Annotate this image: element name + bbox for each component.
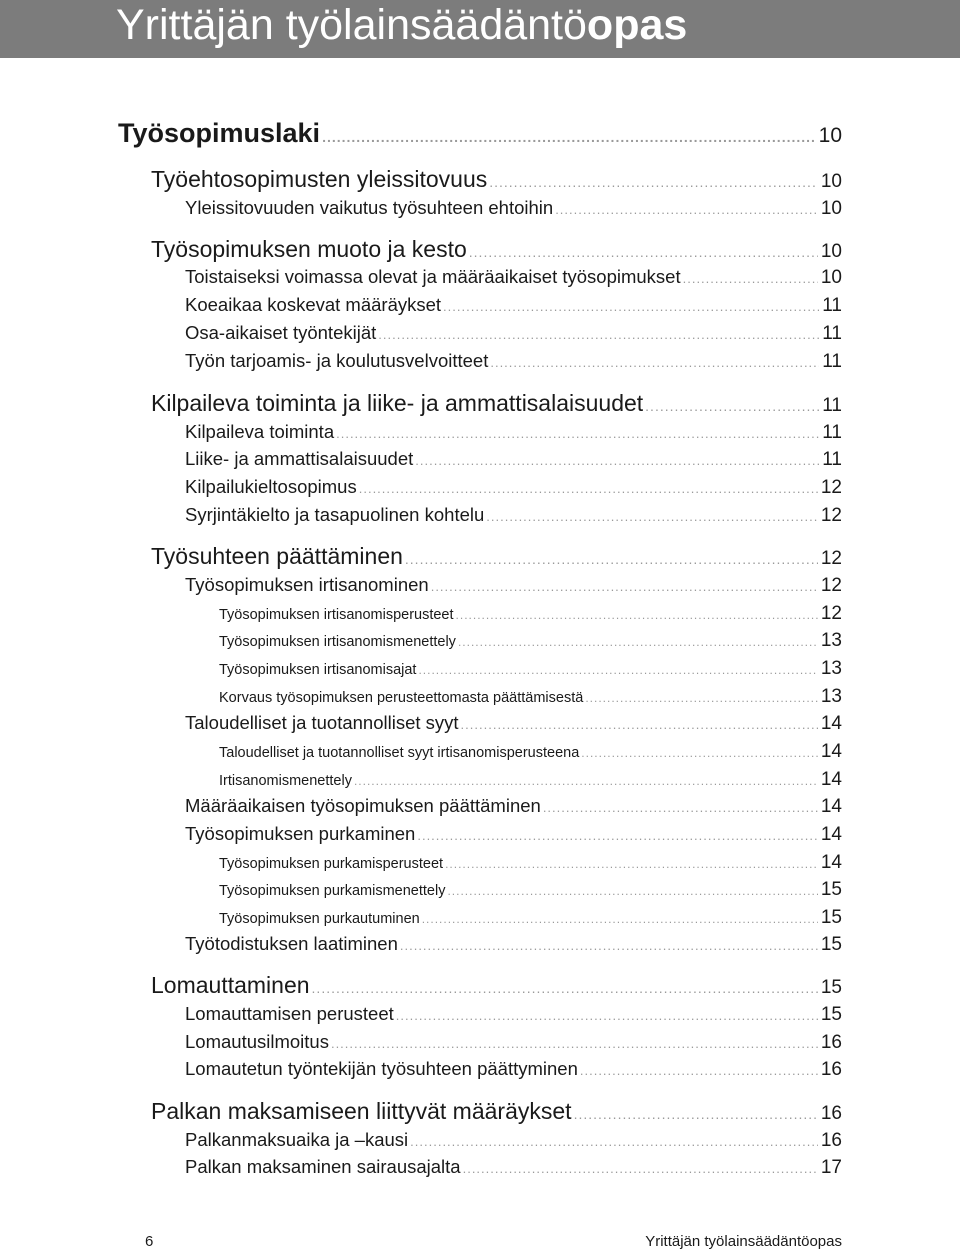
toc-entry-chapter[interactable]	[118, 118, 842, 149]
dot-leader	[322, 129, 816, 145]
toc-entry-subsubsection[interactable]	[219, 630, 842, 652]
toc-entry-subsection[interactable]	[185, 574, 842, 597]
toc-entry-label: Lomautusilmoitus	[185, 1031, 329, 1052]
dot-leader	[645, 398, 819, 414]
document-title-regular: Yrittäjän työlainsäädäntö	[116, 1, 587, 49]
dot-leader	[312, 980, 818, 996]
toc-entry-label: Taloudelliset ja tuotannolliset syyt irtisanomisperusteena	[219, 745, 580, 761]
toc-entry-subsection[interactable]	[185, 933, 842, 956]
toc-entry-page: 14	[820, 741, 842, 762]
toc-entry-page: 12	[820, 477, 842, 498]
dot-leader	[417, 828, 818, 843]
dot-leader	[683, 271, 818, 286]
toc-entry-label: Irtisanomismenettely	[219, 773, 352, 789]
dot-leader	[447, 884, 817, 898]
dot-leader	[405, 551, 818, 567]
toc-entry-subsection[interactable]	[185, 823, 842, 846]
dot-leader	[469, 244, 818, 260]
toc-entry-page: 15	[820, 1004, 842, 1025]
toc-entry-subsubsection[interactable]	[219, 769, 842, 791]
dot-leader	[486, 509, 818, 524]
toc-entry-page: 10	[820, 267, 842, 288]
dot-leader	[422, 912, 818, 926]
toc-entry-page: 14	[820, 824, 842, 845]
footer-title: Yrittäjän työlainsäädäntöopas	[645, 1233, 842, 1250]
toc-entry-label: Korvaus työsopimuksen perusteettomasta päättämisestä	[219, 690, 584, 706]
toc-entry-page: 14	[820, 852, 842, 873]
toc-entry-label: Työn tarjoamis- ja koulutusvelvoitteet	[185, 350, 489, 371]
dot-leader	[396, 1008, 818, 1023]
toc-entry-subsection[interactable]	[185, 197, 842, 220]
toc-entry-page: 13	[820, 630, 842, 651]
toc-entry-subsection[interactable]	[185, 795, 842, 818]
dot-leader	[415, 453, 819, 468]
toc-entry-label: Syrjintäkielto ja tasapuolinen kohtelu	[185, 504, 485, 525]
toc-entry-page: 10	[818, 124, 842, 147]
toc-entry-subsection[interactable]	[185, 1129, 842, 1152]
toc-entry-label: Yleissitovuuden vaikutus työsuhteen ehtoihin	[185, 197, 554, 218]
dot-leader	[543, 800, 818, 815]
dot-leader	[456, 608, 818, 622]
toc-entry-label: Työsuhteen päättäminen	[151, 543, 403, 569]
toc-entry-subsection[interactable]	[185, 294, 842, 317]
toc-entry-page: 12	[820, 548, 842, 569]
toc-entry-label: Liike- ja ammattisalaisuudet	[185, 448, 414, 469]
toc-entry-subsection[interactable]	[185, 421, 842, 444]
toc-entry-label: Työsopimuslaki	[118, 118, 321, 148]
toc-entry-page: 12	[820, 505, 842, 526]
toc-entry-page: 12	[820, 603, 842, 624]
toc-entry-label: Työsopimuksen purkautuminen	[219, 911, 420, 927]
toc-entry-label: Määräaikaisen työsopimuksen päättäminen	[185, 795, 541, 816]
toc-entry-subsection[interactable]	[185, 448, 842, 471]
toc-entry-subsection[interactable]	[185, 1058, 842, 1081]
toc-entry-subsubsection[interactable]	[219, 852, 842, 874]
toc-entry-page: 11	[822, 295, 842, 316]
dot-leader	[359, 481, 818, 496]
toc-entry-section[interactable]	[151, 972, 842, 999]
toc-entry-label: Kilpaileva toiminta	[185, 421, 335, 442]
toc-entry-page: 11	[822, 323, 842, 344]
footer-page-number: 6	[145, 1233, 154, 1250]
toc-entry-page: 10	[820, 241, 842, 262]
toc-entry-page: 15	[820, 934, 842, 955]
toc-entry-page: 11	[822, 351, 842, 372]
toc-entry-label: Osa-aikaiset työntekijät	[185, 322, 377, 343]
toc-entry-page: 11	[822, 449, 842, 470]
toc-entry-page: 16	[820, 1130, 842, 1151]
dot-leader	[443, 299, 819, 314]
toc-entry-page: 13	[820, 658, 842, 679]
toc-entry-label: Kilpaileva toiminta ja liike- ja ammattisalaisuudet	[151, 390, 644, 416]
toc-entry-subsection[interactable]	[185, 1156, 842, 1179]
toc-entry-section[interactable]	[151, 236, 842, 263]
dot-leader	[445, 857, 818, 871]
toc-entry-page: 16	[820, 1103, 842, 1124]
toc-entry-page: 13	[820, 686, 842, 707]
toc-entry-page: 15	[820, 907, 842, 928]
toc-entry-subsection[interactable]	[185, 322, 842, 345]
dot-leader	[580, 1063, 818, 1078]
dot-leader	[458, 635, 818, 649]
dot-leader	[489, 174, 818, 190]
toc-entry-subsection[interactable]	[185, 476, 842, 499]
toc-entry-label: Työsopimuksen irtisanomismenettely	[219, 634, 456, 650]
toc-entry-page: 14	[820, 713, 842, 734]
toc-entry-subsection[interactable]	[185, 1003, 842, 1026]
toc-entry-subsubsection[interactable]	[219, 603, 842, 625]
toc-entry-label: Toistaiseksi voimassa olevat ja määräaikaiset työsopimukset	[185, 266, 681, 287]
toc-entry-section[interactable]	[151, 390, 842, 417]
toc-entry-page: 12	[820, 575, 842, 596]
toc-entry-page: 15	[820, 879, 842, 900]
toc-entry-subsection[interactable]	[185, 504, 842, 527]
toc-entry-page: 17	[820, 1157, 842, 1178]
dot-leader	[585, 691, 818, 705]
dot-leader	[418, 663, 817, 677]
toc-entry-label: Työsopimuksen irtisanomisajat	[219, 662, 417, 678]
toc-entry-section[interactable]	[151, 166, 842, 193]
document-title-bold: opas	[586, 1, 688, 49]
dot-leader	[331, 1036, 818, 1051]
dot-leader	[490, 355, 819, 370]
toc-entry-subsection[interactable]	[185, 1031, 842, 1054]
toc-entry-subsubsection[interactable]	[219, 879, 842, 901]
toc-entry-section[interactable]	[151, 543, 842, 570]
toc-entry-subsection[interactable]	[185, 712, 842, 735]
toc-entry-label: Lomautetun työntekijän työsuhteen päättyminen	[185, 1058, 578, 1079]
toc-entry-label: Työsopimuksen purkaminen	[185, 823, 416, 844]
dot-leader	[336, 426, 819, 441]
dot-leader	[581, 746, 818, 760]
dot-leader	[410, 1134, 818, 1149]
toc-entry-label: Palkan maksamiseen liittyvät määräykset	[151, 1098, 572, 1124]
toc-entry-label: Työsopimuksen purkamismenettely	[219, 883, 446, 899]
dot-leader	[463, 1161, 818, 1176]
toc-entry-label: Työsopimuksen muoto ja kesto	[151, 236, 467, 262]
toc-entry-label: Koeaikaa koskevat määräykset	[185, 294, 442, 315]
toc-entry-label: Lomauttamisen perusteet	[185, 1003, 394, 1024]
dot-leader	[378, 327, 819, 342]
toc-entry-page: 14	[820, 796, 842, 817]
toc-entry-page: 16	[820, 1059, 842, 1080]
toc-entry-label: Työehtosopimusten yleissitovuus	[151, 166, 488, 192]
toc-entry-page: 11	[822, 422, 842, 443]
toc-entry-subsection[interactable]	[185, 350, 842, 373]
toc-entry-label: Palkanmaksuaika ja –kausi	[185, 1129, 409, 1150]
toc-entry-label: Työsopimuksen irtisanomisperusteet	[219, 607, 454, 623]
toc-entry-label: Työsopimuksen irtisanominen	[185, 574, 429, 595]
toc-entry-subsection[interactable]	[185, 266, 842, 289]
dot-leader	[400, 938, 818, 953]
toc-entry-label: Kilpailukieltosopimus	[185, 476, 357, 497]
dot-leader	[574, 1106, 818, 1122]
toc-entry-page: 14	[820, 769, 842, 790]
toc-entry-label: Työsopimuksen purkamisperusteet	[219, 856, 444, 872]
dot-leader	[354, 774, 818, 788]
toc-entry-page: 15	[820, 977, 842, 998]
toc-entry-page: 11	[822, 395, 842, 416]
toc-entry-subsubsection[interactable]	[219, 658, 842, 680]
toc-entry-subsubsection[interactable]	[219, 686, 842, 708]
toc-entry-subsubsection[interactable]	[219, 907, 842, 929]
dot-leader	[555, 202, 818, 217]
dot-leader	[461, 717, 818, 732]
toc-entry-label: Palkan maksaminen sairausajalta	[185, 1156, 461, 1177]
toc-entry-section[interactable]	[151, 1098, 842, 1125]
toc-entry-page: 10	[820, 171, 842, 192]
dot-leader	[431, 579, 818, 594]
toc-entry-label: Lomauttaminen	[151, 972, 310, 998]
toc-entry-subsubsection[interactable]	[219, 741, 842, 763]
toc-entry-page: 10	[820, 198, 842, 219]
toc-entry-label: Työtodistuksen laatiminen	[185, 933, 398, 954]
toc-entry-label: Taloudelliset ja tuotannolliset syyt	[185, 712, 459, 733]
toc-entry-page: 16	[820, 1032, 842, 1053]
